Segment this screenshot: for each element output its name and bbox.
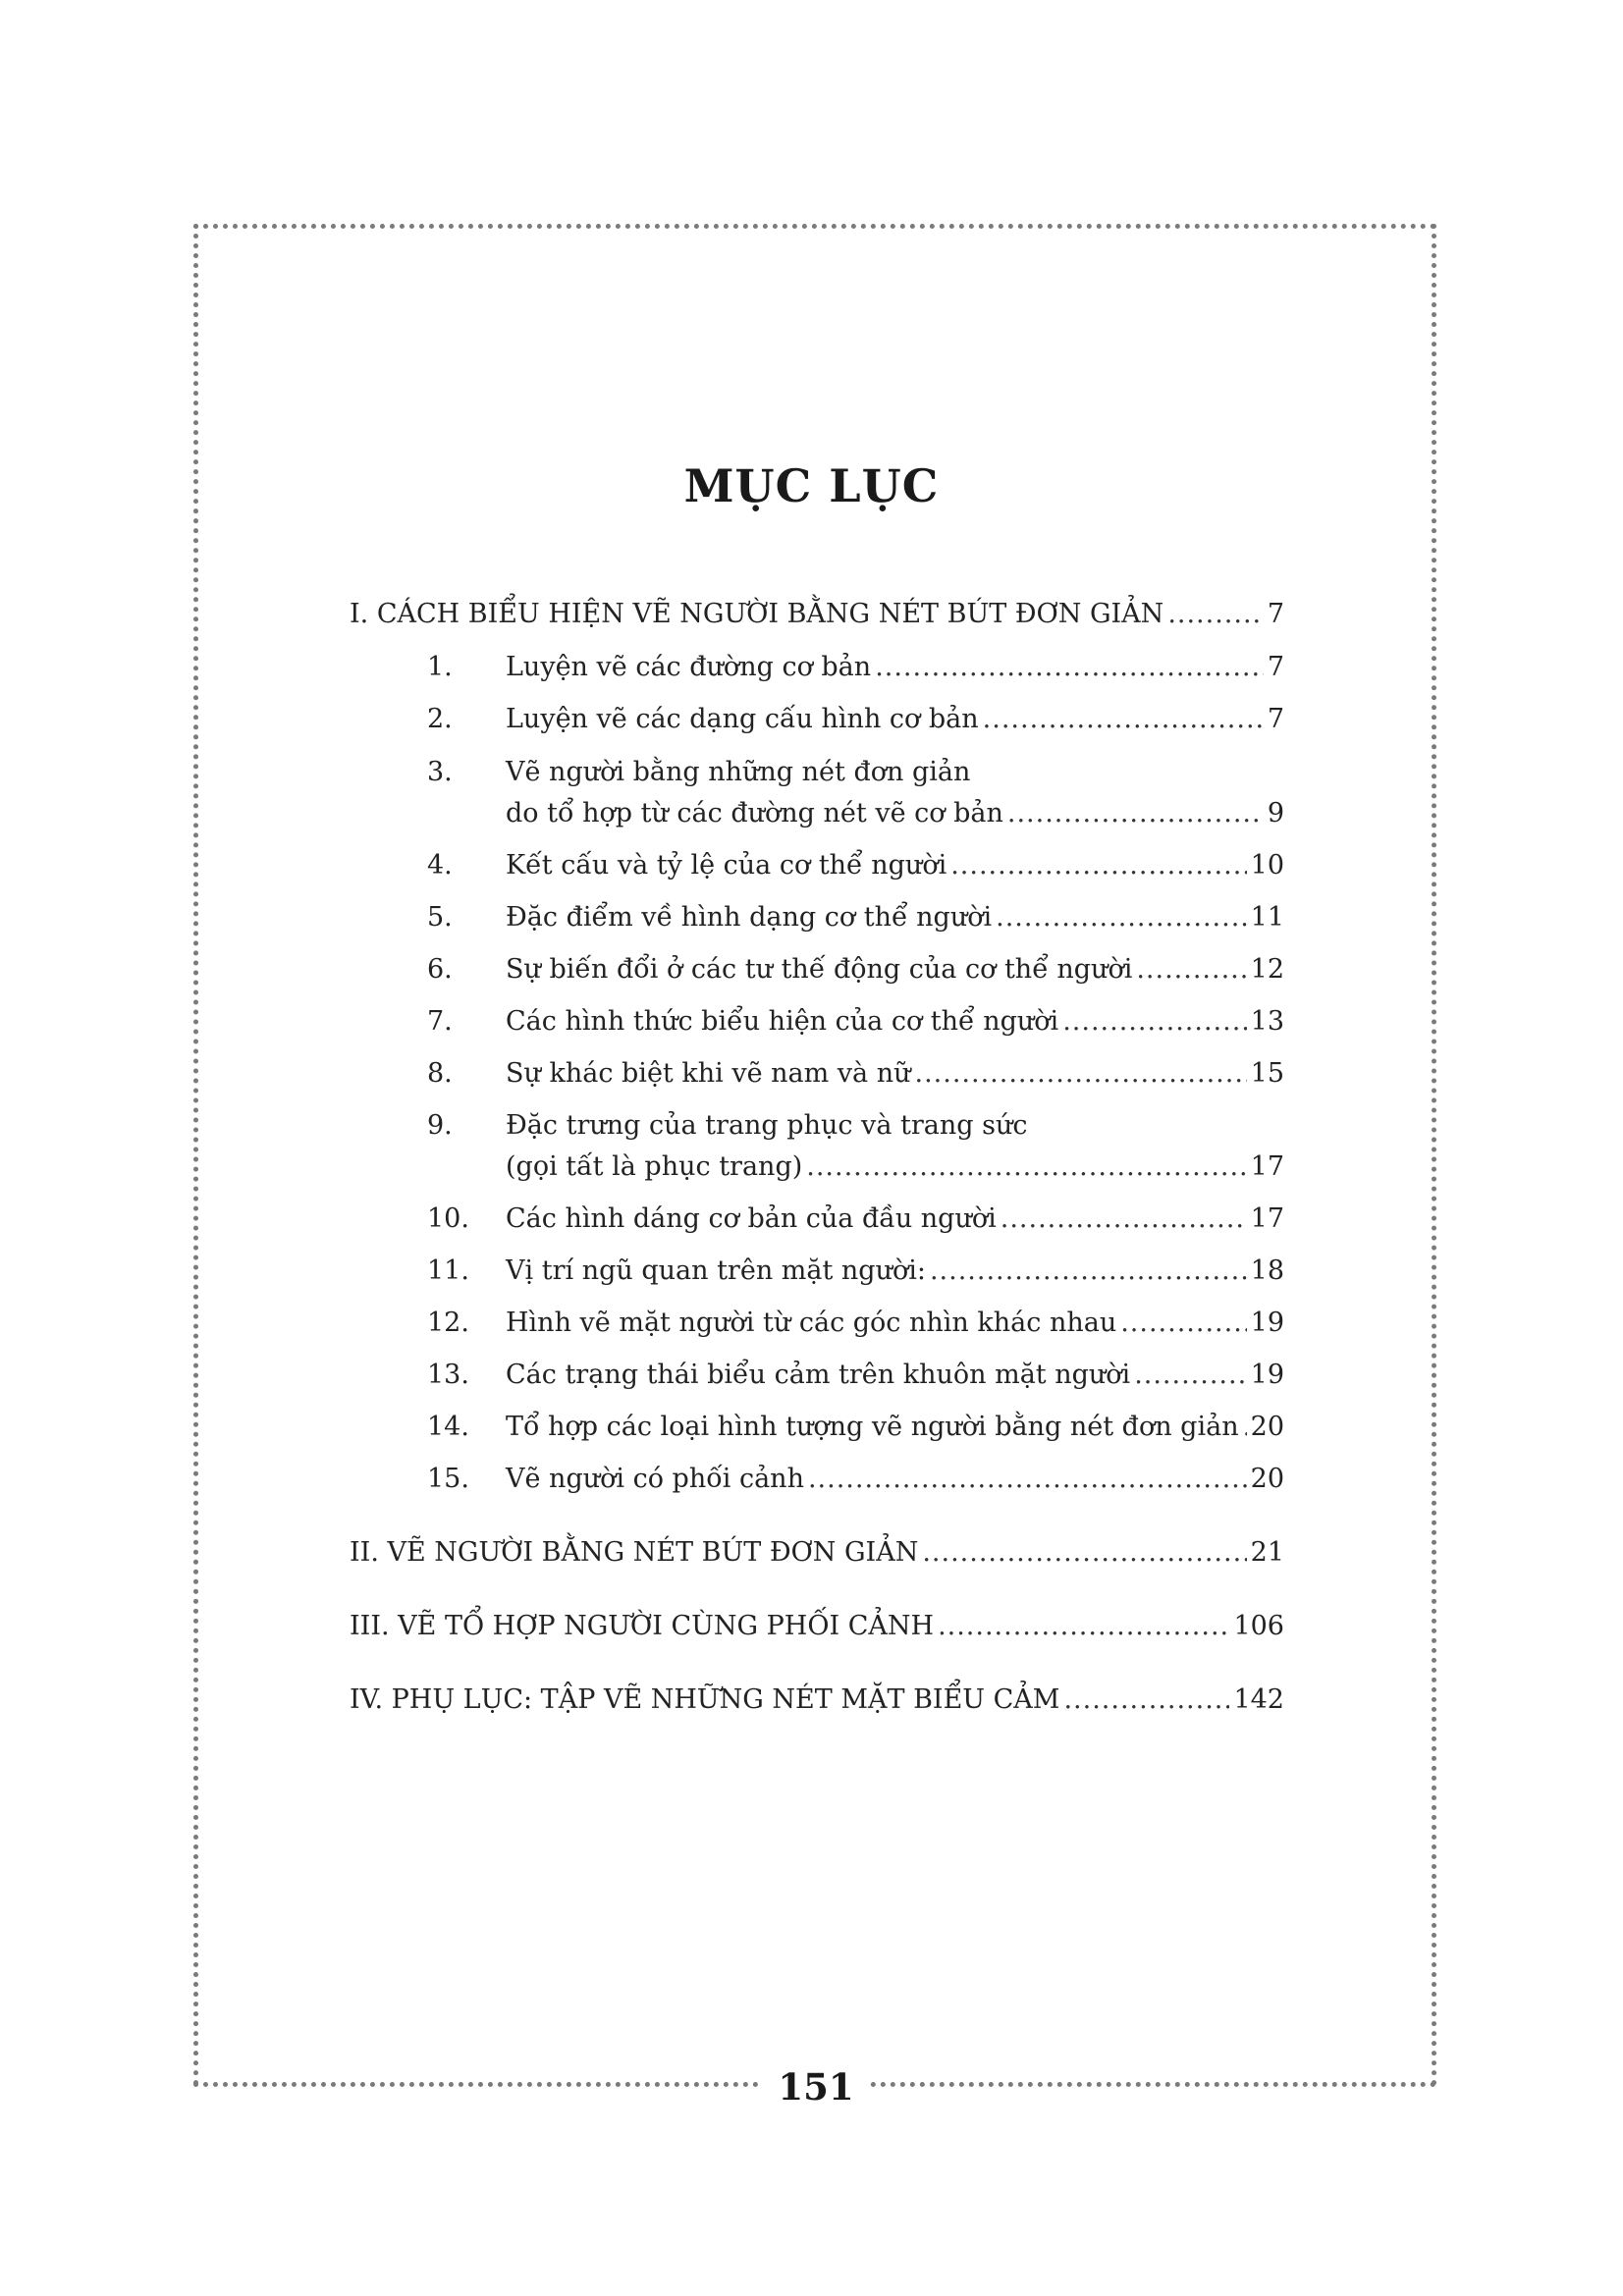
toc-page-number: 7	[1267, 652, 1284, 682]
toc-item-number: 11.	[427, 1255, 469, 1286]
toc-item[interactable]	[427, 704, 1284, 747]
toc-item-number: 13.	[427, 1360, 469, 1390]
toc-item-number: 9.	[427, 1110, 453, 1141]
toc-item-label: Đặc điểm về hình dạng cơ thể người	[506, 902, 993, 933]
dot-leader	[950, 850, 1246, 881]
toc-item-number: 14.	[427, 1412, 469, 1442]
toc-item-label: Kết cấu và tỷ lệ của cơ thể người	[506, 850, 947, 881]
dot-leader	[1062, 1006, 1246, 1037]
toc-item-number: 6.	[427, 954, 453, 985]
toc-item[interactable]	[427, 902, 1284, 945]
toc-item[interactable]	[506, 1151, 1284, 1195]
toc-item[interactable]	[427, 652, 1284, 695]
toc-item[interactable]	[427, 1203, 1284, 1247]
toc-item-number: 12.	[427, 1308, 469, 1338]
toc-page-number: 142	[1233, 1684, 1284, 1715]
toc-section-label: II. VẼ NGƯỜI BẰNG NÉT BÚT ĐƠN GIẢN	[350, 1537, 919, 1568]
dot-leader	[875, 652, 1264, 682]
toc-item[interactable]	[506, 798, 1284, 841]
toc-section-label: I. CÁCH BIỂU HIỆN VẼ NGƯỜI BẰNG NÉT BÚT ĐƠN GIẢN	[350, 599, 1164, 629]
page-title: MỤC LỤC	[683, 459, 940, 512]
toc-item-label: do tổ hợp từ các đường nét vẽ cơ bản	[506, 798, 1003, 828]
toc-page-number: 7	[1267, 599, 1284, 629]
toc-item-label: Các hình thức biểu hiện của cơ thể người	[506, 1006, 1059, 1037]
dot-leader	[1063, 1684, 1229, 1715]
toc-item[interactable]	[427, 1412, 1284, 1455]
toc-item-label: Vẽ người bằng những nét đơn giản	[506, 757, 971, 787]
toc-item[interactable]	[427, 850, 1284, 893]
toc-item-label: Đặc trưng của trang phục và trang sức	[506, 1110, 1028, 1141]
toc-item-first-line[interactable]	[427, 757, 970, 787]
toc-page-number: 12	[1250, 954, 1284, 985]
dot-leader	[1120, 1308, 1246, 1338]
toc-item-number: 2.	[427, 704, 453, 734]
toc-item-label: Các hình dáng cơ bản của đầu người	[506, 1203, 997, 1234]
dot-leader	[915, 1058, 1247, 1089]
dot-leader	[930, 1255, 1247, 1286]
toc-item-number: 7.	[427, 1006, 453, 1037]
toc-page-number: 20	[1250, 1464, 1284, 1494]
toc-item[interactable]	[427, 1360, 1284, 1403]
toc-page-number: 13	[1250, 1006, 1284, 1037]
dot-leader	[983, 704, 1264, 734]
toc-page-number: 10	[1250, 850, 1284, 881]
toc-section[interactable]	[350, 599, 1284, 642]
toc-page-number: 9	[1267, 798, 1284, 828]
toc-item-label: Hình vẽ mặt người từ các góc nhìn khác nhau	[506, 1308, 1117, 1338]
toc-section[interactable]	[350, 1611, 1284, 1654]
toc-page-number: 11	[1250, 902, 1284, 933]
toc-section-label: IV. PHỤ LỤC: TẬP VẼ NHỮNG NÉT MẶT BIỂU CẢM	[350, 1684, 1060, 1715]
dot-leader	[922, 1537, 1246, 1568]
toc-item-number: 8.	[427, 1058, 453, 1089]
toc-item-label: Sự biến đổi ở các tư thế động của cơ thể người	[506, 954, 1133, 985]
toc-section[interactable]	[350, 1684, 1284, 1728]
toc-item-label: Tổ hợp các loại hình tượng vẽ người bằng nét đơn giản	[506, 1412, 1239, 1442]
dot-leader	[808, 1464, 1247, 1494]
toc-page-number: 17	[1250, 1203, 1284, 1234]
dot-leader	[1136, 954, 1246, 985]
toc-item-label: Các trạng thái biểu cảm trên khuôn mặt người	[506, 1360, 1131, 1390]
toc-page-number: 18	[1250, 1255, 1284, 1286]
dot-leader	[938, 1611, 1229, 1641]
toc-item-first-line[interactable]	[427, 1110, 1027, 1141]
toc-item[interactable]	[427, 1058, 1284, 1101]
toc-item-number: 1.	[427, 652, 453, 682]
toc-page-number: 17	[1250, 1151, 1284, 1182]
dot-leader	[1007, 798, 1264, 828]
toc-item-label: (gọi tất là phục trang)	[506, 1151, 803, 1182]
toc-item[interactable]	[427, 1006, 1284, 1049]
toc-page-number: 20	[1250, 1412, 1284, 1442]
toc-page-number: 15	[1250, 1058, 1284, 1089]
page-number: 151	[762, 2059, 870, 2114]
dot-leader	[806, 1151, 1246, 1182]
dot-leader	[1001, 1203, 1247, 1234]
toc-item-number: 5.	[427, 902, 453, 933]
toc-item[interactable]	[427, 1308, 1284, 1351]
toc-item-label: Sự khác biệt khi vẽ nam và nữ	[506, 1058, 911, 1089]
toc-section[interactable]	[350, 1537, 1284, 1580]
toc-item-number: 15.	[427, 1464, 469, 1494]
toc-section-label: III. VẼ TỔ HỢP NGƯỜI CÙNG PHỐI CẢNH	[350, 1611, 935, 1641]
toc-item-number: 4.	[427, 850, 453, 881]
toc-item-label: Vẽ người có phối cảnh	[506, 1464, 804, 1494]
toc-item-number: 10.	[427, 1203, 469, 1234]
dot-leader	[1243, 1412, 1247, 1442]
toc-item[interactable]	[427, 1255, 1284, 1299]
toc-item-label: Vị trí ngũ quan trên mặt người:	[506, 1255, 926, 1286]
toc-item[interactable]	[427, 954, 1284, 997]
toc-item-label: Luyện vẽ các dạng cấu hình cơ bản	[506, 704, 979, 734]
toc-item[interactable]	[427, 1464, 1284, 1507]
toc-page-number: 7	[1267, 704, 1284, 734]
toc-page-number: 21	[1250, 1537, 1284, 1568]
toc-page-number: 19	[1250, 1308, 1284, 1338]
toc-item-number: 3.	[427, 757, 453, 787]
dot-leader	[996, 902, 1247, 933]
dot-leader	[1134, 1360, 1246, 1390]
toc-page-number: 106	[1233, 1611, 1284, 1641]
toc-page-number: 19	[1250, 1360, 1284, 1390]
toc-item-label: Luyện vẽ các đường cơ bản	[506, 652, 872, 682]
dot-leader	[1167, 599, 1264, 629]
